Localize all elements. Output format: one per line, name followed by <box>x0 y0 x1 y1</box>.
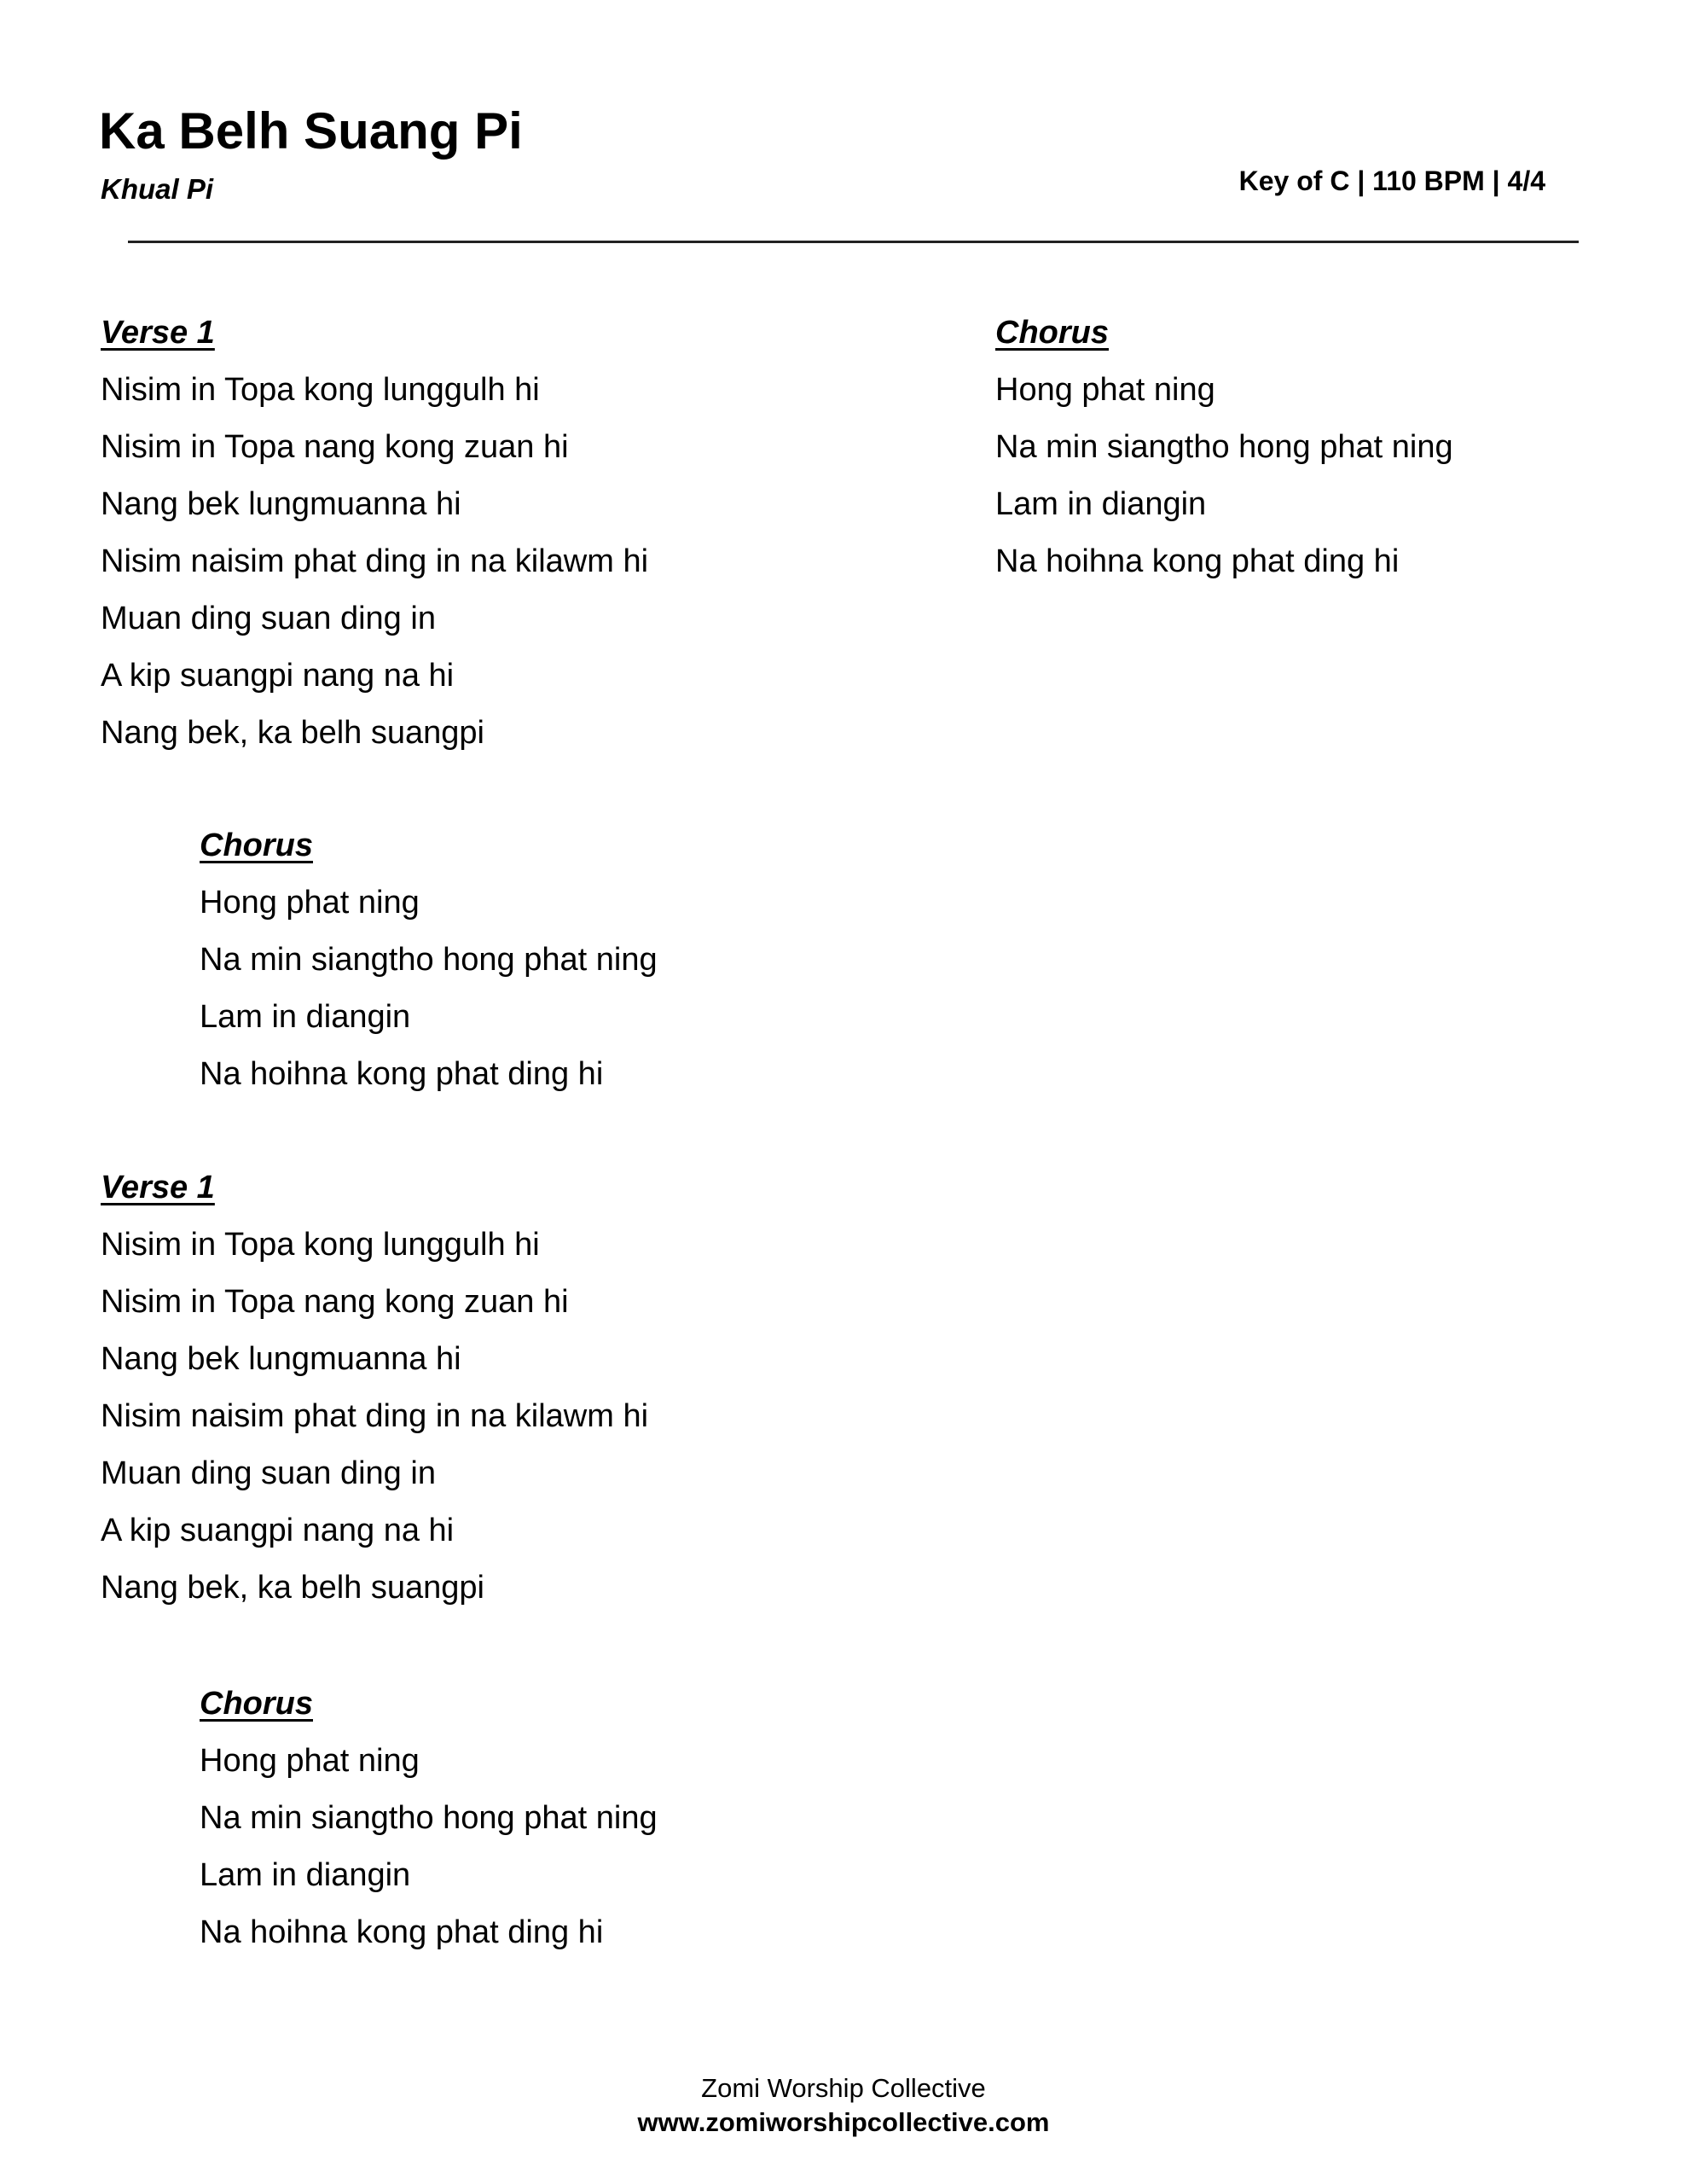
lyric-line: Hong phat ning <box>200 1743 420 1779</box>
lyric-line: Nang bek lungmuanna hi <box>101 486 461 522</box>
section-heading: Chorus <box>200 828 313 863</box>
footer-org: Zomi Worship Collective <box>701 2073 986 2103</box>
section-heading: Chorus <box>200 1686 313 1722</box>
lyric-line: Muan ding suan ding in <box>101 1455 436 1491</box>
lyric-line: Lam in diangin <box>200 999 411 1035</box>
section-chorus-right <box>995 305 1453 590</box>
section-chorus-2 <box>200 1676 658 1961</box>
lyric-line: A kip suangpi nang na hi <box>101 1513 455 1548</box>
song-meta: Key of C | 110 BPM | 4/4 <box>1238 166 1545 196</box>
lyric-line: Na min siangtho hong phat ning <box>200 942 658 978</box>
lyric-line: Lam in diangin <box>200 1857 411 1893</box>
footer <box>0 2071 1687 2140</box>
section-verse-1 <box>101 305 648 762</box>
lyric-line: Na min siangtho hong phat ning <box>995 429 1453 465</box>
lyric-line: Nisim naisim phat ding in na kilawm hi <box>101 543 649 579</box>
lyric-line: Nisim naisim phat ding in na kilawm hi <box>101 1398 649 1434</box>
lyric-line: Nisim in Topa kong lunggulh hi <box>101 1227 540 1263</box>
lyric-line: Muan ding suan ding in <box>101 601 436 636</box>
lyric-line: Nisim in Topa nang kong zuan hi <box>101 429 569 465</box>
header-divider <box>128 241 1579 243</box>
lyric-line: Hong phat ning <box>200 885 420 921</box>
song-title: Ka Belh Suang Pi <box>99 102 523 160</box>
section-chorus-1 <box>200 817 658 1103</box>
section-heading: Verse 1 <box>101 315 215 351</box>
lyric-line: Na hoihna kong phat ding hi <box>995 543 1400 579</box>
lyric-line: Nang bek lungmuanna hi <box>101 1341 461 1377</box>
lyric-line: Nang bek, ka belh suangpi <box>101 715 484 751</box>
lyric-line: Na hoihna kong phat ding hi <box>200 1914 604 1950</box>
lyric-line: Nisim in Topa nang kong zuan hi <box>101 1284 569 1320</box>
lyric-line: Na min siangtho hong phat ning <box>200 1800 658 1836</box>
song-subtitle: Khual Pi <box>101 173 214 205</box>
lyric-line: Nisim in Topa kong lunggulh hi <box>101 372 540 408</box>
section-heading: Verse 1 <box>101 1170 215 1205</box>
lyric-line: Na hoihna kong phat ding hi <box>200 1056 604 1092</box>
lyric-line: Lam in diangin <box>995 486 1207 522</box>
footer-url[interactable]: www.zomiworshipcollective.com <box>637 2107 1050 2137</box>
section-verse-1-repeat <box>101 1159 648 1617</box>
lyric-line: A kip suangpi nang na hi <box>101 658 455 694</box>
lyric-line: Hong phat ning <box>995 372 1215 408</box>
lyric-line: Nang bek, ka belh suangpi <box>101 1570 484 1606</box>
section-heading: Chorus <box>995 315 1109 351</box>
